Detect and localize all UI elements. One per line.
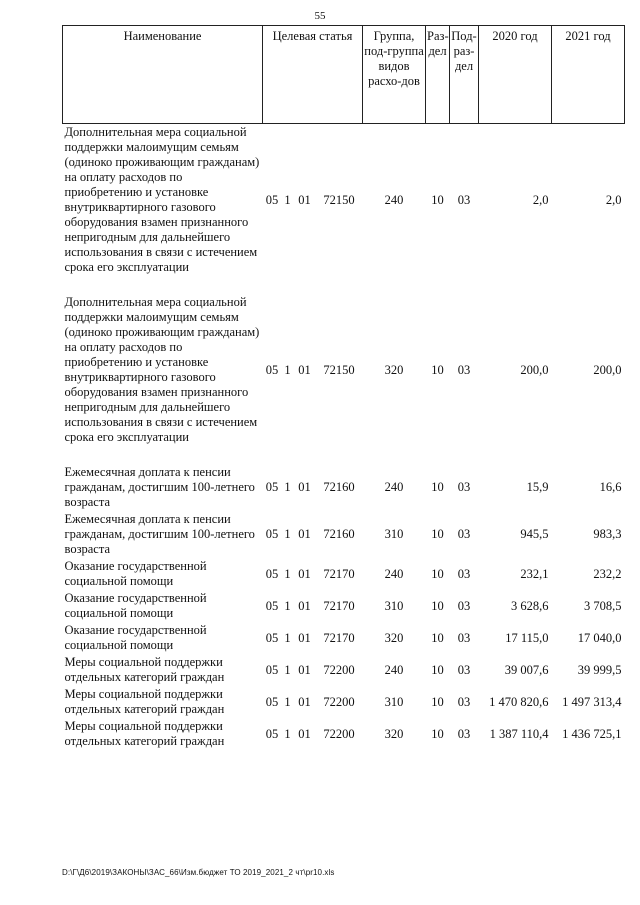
row-group: 310 (384, 598, 404, 613)
row-subsection: 03 (457, 662, 471, 677)
row-target-event: 01 (298, 726, 311, 741)
row-target-program: 05 (265, 694, 279, 709)
row-section: 10 (431, 192, 444, 207)
row-target-program: 05 (265, 362, 279, 377)
row-target-program: 05 (265, 566, 279, 581)
row-2020: 200,0 (520, 362, 549, 377)
row-2021: 17 040,0 (577, 630, 622, 645)
header-2020: 2020 год (479, 26, 552, 124)
row-section: 10 (431, 630, 444, 645)
row-name: Дополнительная мера социальной поддержки малоимущим семьям (одиноко проживающим гражданам) на оплату расходов по приобретению и установке внутриквартирного газового оборудования взамен признанного непригодным для дальнейшего использования в связи с истечением срока его эксплуатации (64, 295, 260, 444)
row-group: 240 (384, 566, 404, 581)
row-subsection: 03 (457, 192, 471, 207)
table-row (63, 124, 625, 277)
row-target-event: 01 (298, 192, 311, 207)
table-row (63, 718, 625, 750)
row-target-subprogram: 1 (284, 598, 291, 613)
row-target-direction: 72150 (323, 362, 355, 377)
row-2020: 15,9 (526, 480, 549, 494)
row-subsection: 03 (457, 630, 471, 645)
spacer-row (63, 276, 625, 294)
row-target-subprogram: 1 (284, 527, 291, 541)
page-number: 55 (314, 10, 326, 22)
row-group: 320 (384, 630, 404, 645)
row-target-subprogram: 1 (284, 630, 291, 645)
row-subsection: 03 (457, 598, 471, 613)
header-target: Целевая статья (263, 26, 363, 124)
row-target-event: 01 (298, 566, 311, 581)
row-target-subprogram: 1 (284, 480, 291, 494)
row-target-event: 01 (298, 694, 311, 709)
row-group: 310 (384, 694, 404, 709)
row-2021: 3 708,5 (584, 598, 622, 613)
row-target-program: 05 (265, 192, 279, 207)
row-target-event: 01 (298, 362, 311, 377)
budget-table (62, 25, 625, 750)
row-target-direction: 72200 (323, 694, 355, 709)
row-target-direction: 72150 (323, 192, 355, 207)
row-target-event: 01 (298, 598, 311, 613)
row-target-program: 05 (265, 480, 279, 494)
row-group: 240 (384, 192, 404, 207)
row-name: Дополнительная мера социальной поддержки малоимущим семьям (одиноко проживающим гражданам) на оплату расходов по приобретению и установке внутриквартирного газового оборудования взамен признанного непригодным для дальнейшего использования в связи с истечением срока его эксплуатации (64, 125, 260, 274)
row-target-subprogram: 1 (284, 566, 291, 581)
row-group: 320 (384, 362, 404, 377)
table-row (63, 558, 625, 590)
row-target-subprogram: 1 (284, 362, 291, 377)
row-2020: 3 628,6 (511, 598, 549, 613)
header-subsection: Под-раз-дел (450, 26, 479, 124)
row-section: 10 (431, 566, 444, 581)
row-subsection: 03 (457, 694, 471, 709)
row-section: 10 (431, 598, 444, 613)
row-section: 10 (431, 480, 444, 494)
row-2021: 200,0 (593, 362, 622, 377)
row-name: Ежемесячная доплата к пенсии гражданам, достигшим 100-летнего возраста (64, 512, 255, 556)
table-row (63, 464, 625, 511)
row-target-subprogram: 1 (284, 662, 291, 677)
row-target-direction: 72200 (323, 662, 355, 677)
table-row (63, 294, 625, 446)
row-name: Оказание государственной социальной помощи (64, 623, 207, 652)
row-subsection: 03 (457, 726, 471, 741)
row-2020: 2,0 (532, 192, 549, 207)
spacer-row (63, 446, 625, 464)
row-2021: 1 436 725,1 (562, 726, 622, 741)
table-row (63, 622, 625, 654)
row-target-program: 05 (265, 527, 279, 541)
table-row (63, 654, 625, 686)
row-target-event: 01 (298, 527, 311, 541)
row-section: 10 (431, 694, 444, 709)
header-2021: 2021 год (552, 26, 625, 124)
row-2021: 16,6 (599, 480, 622, 494)
row-name: Меры социальной поддержки отдельных категорий граждан (64, 655, 225, 684)
budget-table-container (62, 25, 624, 750)
row-group: 240 (384, 662, 404, 677)
row-target-program: 05 (265, 662, 279, 677)
table-row (63, 686, 625, 718)
table-header-row (63, 26, 625, 124)
header-section: Раз-дел (426, 26, 450, 124)
row-group: 310 (384, 527, 404, 541)
row-2020: 39 007,6 (504, 662, 549, 677)
row-2021: 232,2 (593, 566, 622, 581)
row-2020: 17 115,0 (505, 630, 549, 645)
row-2020: 232,1 (520, 566, 549, 581)
row-target-program: 05 (265, 726, 279, 741)
row-subsection: 03 (457, 362, 471, 377)
header-group: Группа, под-группа видов расхо-дов (363, 26, 426, 124)
row-subsection: 03 (457, 480, 471, 494)
row-name: Оказание государственной социальной помощи (64, 591, 207, 620)
row-2020: 945,5 (520, 527, 549, 541)
row-group: 240 (384, 480, 404, 494)
row-target-subprogram: 1 (284, 192, 291, 207)
row-target-direction: 72170 (323, 566, 355, 581)
row-name: Ежемесячная доплата к пенсии гражданам, достигшим 100-летнего возраста (64, 465, 255, 509)
row-target-subprogram: 1 (284, 694, 291, 709)
row-target-direction: 72160 (323, 480, 355, 494)
row-target-program: 05 (265, 598, 279, 613)
row-target-event: 01 (298, 662, 311, 677)
row-section: 10 (431, 362, 444, 377)
row-2021: 1 497 313,4 (562, 694, 622, 709)
table-row (63, 511, 625, 558)
row-2021: 2,0 (605, 192, 622, 207)
row-2021: 983,3 (593, 527, 622, 541)
row-subsection: 03 (457, 566, 471, 581)
row-target-direction: 72170 (323, 630, 355, 645)
row-target-direction: 72170 (323, 598, 355, 613)
row-name: Меры социальной поддержки отдельных категорий граждан (64, 687, 225, 716)
header-name: Наименование (63, 26, 263, 124)
row-section: 10 (431, 527, 444, 541)
row-group: 320 (384, 726, 404, 741)
row-2021: 39 999,5 (577, 662, 622, 677)
row-target-event: 01 (298, 630, 311, 645)
row-target-program: 05 (265, 630, 279, 645)
row-name: Меры социальной поддержки отдельных категорий граждан (64, 719, 225, 748)
row-target-subprogram: 1 (284, 726, 291, 741)
row-section: 10 (431, 726, 444, 741)
row-target-direction: 72160 (323, 527, 355, 541)
row-target-direction: 72200 (323, 726, 355, 741)
footer-file-path: D:\Г\Д6\2019\ЗАКОНЫ\ЗАС_66\Изм.бюджет ТО 2019_2021_2 чт\pr10.xls (62, 868, 335, 877)
row-section: 10 (431, 662, 444, 677)
row-2020: 1 470 820,6 (489, 694, 549, 709)
row-2020: 1 387 110,4 (489, 726, 549, 741)
row-subsection: 03 (457, 527, 471, 541)
row-name: Оказание государственной социальной помощи (64, 559, 207, 588)
table-row (63, 590, 625, 622)
row-target-event: 01 (298, 480, 311, 494)
